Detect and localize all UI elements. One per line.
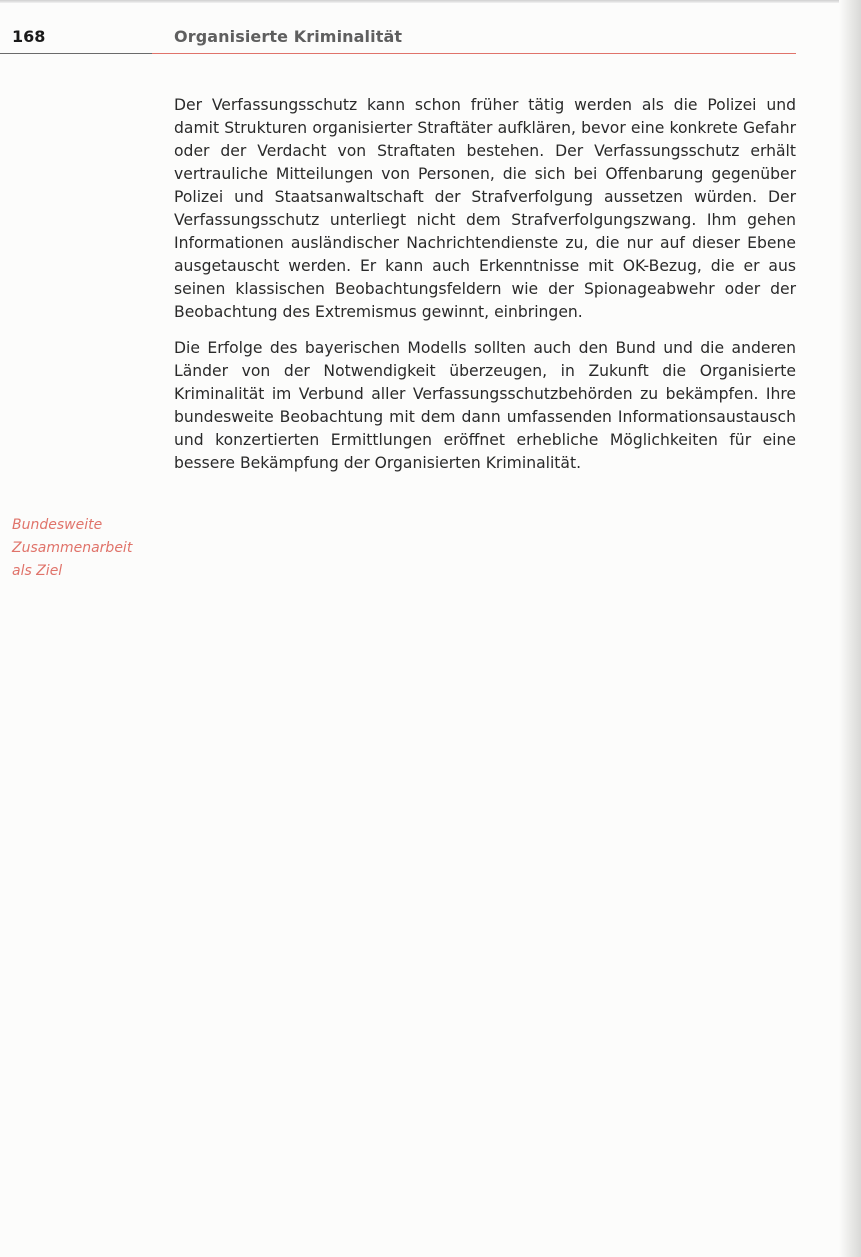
running-header [0, 24, 796, 56]
page-top-edge [0, 0, 861, 3]
page-number: 168 [12, 27, 46, 46]
header-rule-left [0, 53, 152, 54]
margin-note-line: Bundesweite [12, 517, 103, 533]
page-spine-shadow [839, 0, 861, 1257]
margin-note-line: Zusammenarbeit [12, 540, 133, 556]
paragraph-verfassungsschutz: Der Verfassungsschutz kann schon früher tätig werden als die Polizei und damit Strukturen organisierter Straftäter aufklären, bevor eine konkrete Gefahr oder der Verdacht von Straftaten bestehen. Der Verfassungsschutz erhält vertrauliche Mitteilungen von Personen, die sich bei Offenbarung gegenüber Polizei und Staatsanwaltschaft der Strafverfolgung aussetzen würden. Der Verfassungsschutz unterliegt nicht dem Strafverfolgungszwang. Ihm gehen Informationen ausländischer Nachrichtendienste zu, die nur auf dieser Ebene ausgetauscht werden. Er kann auch Erkenntnisse mit OK-Bezug, die er aus seinen klassischen Beobachtungsfeldern wie der Spionageabwehr oder der Beobachtung des Extremismus gewinnt, einbringen. [174, 96, 796, 321]
margin-note [12, 514, 162, 583]
paragraph-bayerisches-modell: Die Erfolge des bayerischen Modells sollten auch den Bund und die anderen Länder von der Notwendigkeit überzeugen, in Zukunft die Organisierte Kriminalität im Verbund aller Verfassungsschutzbehörden zu bekämpfen. Ihre bundesweite Beobachtung mit dem dann umfassenden Informationsaustausch und konzertierten Ermittlungen eröffnet erhebliche Möglichkeiten für eine bessere Bekämpfung der Organisierten Kriminalität. [174, 339, 796, 472]
body-text [174, 94, 796, 488]
margin-note-line: als Ziel [12, 563, 63, 579]
header-rule-right [152, 53, 796, 54]
chapter-title: Organisierte Kriminalität [174, 27, 403, 46]
